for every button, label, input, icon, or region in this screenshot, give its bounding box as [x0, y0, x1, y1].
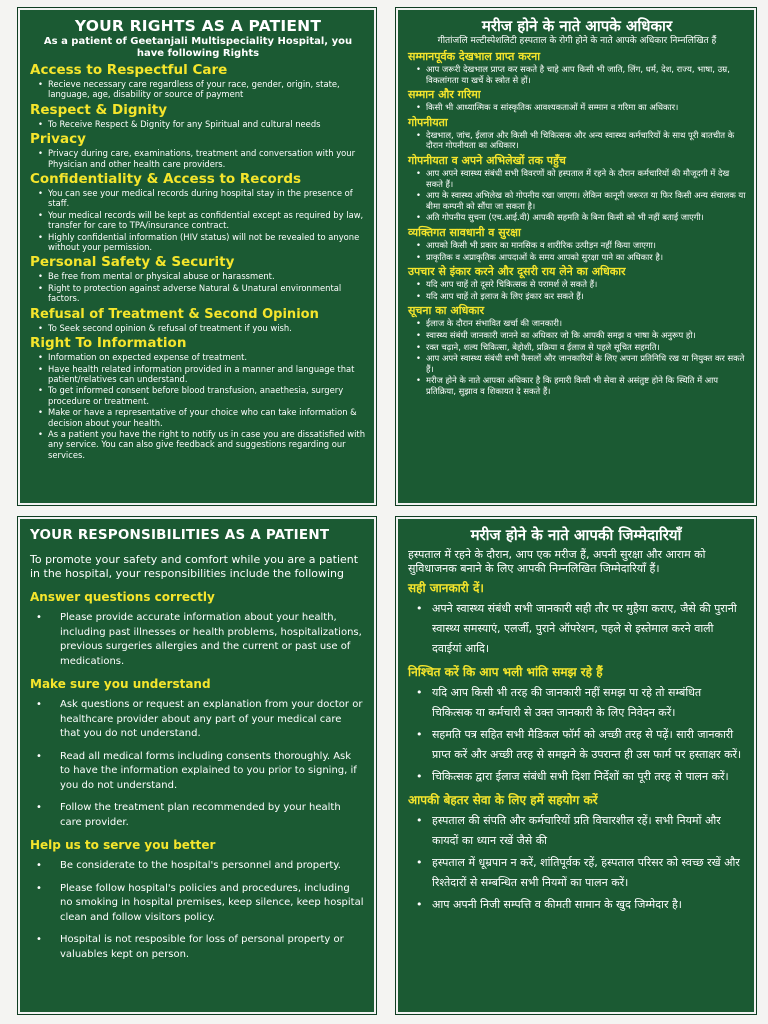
list-item: • Right to protection against adverse Natural & Unatural environmental factors.	[48, 283, 366, 304]
responsibilities-hindi-title: मरीज होने के नाते आपकी जिम्मेदारियाँ	[470, 526, 682, 544]
section-heading: आपकी बेहतर सेवा के लिए हमें सहयोग करें	[408, 793, 598, 807]
list-item: • To Receive Respect & Dignity for any Spiritual and cultural needs	[48, 119, 366, 129]
list-item: • Ask questions or request an explanation from your doctor or healthcare provider about any part of your medical care that you do not understand.	[60, 698, 364, 742]
section-heading: Personal Safety & Security	[30, 254, 235, 271]
list-item: • Your medical records will be kept as confidential except as required by law, transfer for care to TPA/insurance contract.	[48, 210, 366, 231]
section-heading: Confidentiality & Access to Records	[30, 171, 302, 188]
list-item: • Read all medical forms including consents thoroughly. Ask to have the information explained to you prior to signing, if you do not understand.	[60, 750, 364, 794]
section-heading: Respect & Dignity	[30, 101, 168, 118]
section-heading: व्यक्तिगत सावधानी व सुरक्षा	[408, 225, 521, 239]
list-item: • ईलाज के दौरान संभावित खर्चा की जानकारी।	[426, 318, 746, 329]
list-item: • आप अपने स्वास्थ्य संबंधी सभी फैसलों और जानकारियों के लिए अपना प्रतिनिधि रख या नियुक्त कर सकते हैं।	[426, 353, 746, 374]
list-item: • हस्पताल में धूम्रपान न करें, शांतिपूर्वक रहें, हस्पताल परिसर को स्वच्छ रखें और रिश्तेदारों से सम्बन्धित सभी नियमों का पालन करें।	[432, 853, 744, 893]
section-heading: उपचार से इंकार करने और दूसरी राय लेने का अधिकार	[408, 265, 626, 279]
section-heading: Help us to serve you better	[30, 838, 216, 852]
list-item: • To Seek second opinion & refusal of treatment if you wish.	[48, 323, 366, 333]
list-item: • To get informed consent before blood transfusion, anaethesia, surgery procedure or treatment.	[48, 385, 366, 406]
list-item: • सहमति पत्र सहित सभी मैडिकल फॉर्म को अच्छी तरह से पढ़ें। सारी जानकारी प्राप्त करें और अच्छी तरह से समझने के उपरान्त ही उस फार्म पर हस्ताक्षर करें।	[432, 725, 744, 765]
section-heading: सम्मान और गरिमा	[408, 88, 481, 102]
section-heading: Privacy	[30, 131, 86, 148]
rights-hindi-panel	[396, 8, 756, 505]
list-item: • देखभाल, जांच, ईलाज और किसी भी चिकित्सक और अन्य स्वास्थ्य कर्मचारियों के साथ पूरी बातचीत के दौरान गोपनीयता का अधिकार।	[426, 130, 746, 151]
list-item: • Make or have a representative of your choice who can take information & decision about your health.	[48, 407, 366, 428]
section-heading: Make sure you understand	[30, 677, 211, 691]
section-heading: गोपनीयता व अपने अभिलेखों तक पहुँच	[408, 153, 566, 167]
list-item: • आप के स्वास्थ्य अभिलेख को गोपनीय रखा जाएगा। लेकिन कानूनी जरूरत या फिर किसी अन्य संचालक या बीमा कम्पनी को सौंपा जा सकता है।	[426, 190, 746, 211]
section-heading: निश्चित करें कि आप भली भांति समझ रहे हैं	[408, 665, 603, 679]
list-item: • आप जरूरी देखभाल प्राप्त कर सकते है चाहे आप किसी भी जाति, लिंग, धर्म, देश, राज्य, भाषा, उम्र, विकलांगता या खर्चे के स्त्रोत से हों।	[426, 64, 746, 85]
rights-hindi-intro: गीतांजलि मल्टीस्पेशलिटी हस्पताल के रोगी होने के नाते आपके अधिकार निम्नलिखित हैं	[437, 36, 717, 46]
list-item: • As a patient you have the right to notify us in case you are dissatisfied with any service. You can also give feedback and suggestions regarding our services.	[48, 429, 366, 460]
list-item: • Highly confidential information (HIV status) will not be revealed to anyone without your permission.	[48, 232, 366, 253]
responsibilities-title: YOUR RESPONSIBILITIES AS A PATIENT	[30, 527, 330, 543]
list-item: • अति गोपनीय सुचना (एच.आई.वी) आपकी सहमति के बिना किसी को भी नहीं बताई जाएगी।	[426, 212, 746, 223]
list-item: • Privacy during care, examinations, treatment and conversation with your Physician and other health care providers.	[48, 148, 366, 169]
list-item: • Information on expected expense of treatment.	[48, 352, 366, 362]
section-heading: Answer questions correctly	[30, 590, 215, 604]
section-heading: सूचना का अधिकार	[408, 304, 485, 318]
list-item: • Follow the treatment plan recommended by your health care provider.	[60, 801, 364, 830]
list-item: • आपको किसी भी प्रकार का मानसिक व शारीरिक उत्पीड़न नहीं किया जाएगा।	[426, 240, 746, 251]
list-item: • Please provide accurate information about your health, including past illnesses or health problems, hospitalizations, previous surgeries allergies and the current or past use of medications.	[60, 611, 364, 669]
list-item: • Recieve necessary care regardless of your race, gender, origin, state, language, age, disability or source of payment	[48, 79, 366, 100]
list-item: • अपने स्वास्थ्य संबंधी सभी जानकारी सही तौर पर मुहैया कराए, जैसे की पुरानी स्वास्थ्य समस्याएं, एलर्जी, पुराने ऑपरेशन, पहले से इस्तेमाल करने वाली दवाईयां आदि।	[432, 599, 744, 659]
list-item: • स्वास्थ्य संबंधी जानकारी जानने का अधिकार जो कि आपकी समझ व भाषा के अनुरूप हो।	[426, 330, 746, 341]
list-item: • Have health related information provided in a manner and language that patient/relatives can understand.	[48, 364, 366, 385]
list-item: • प्राकृतिक व अप्राकृतिक आपदाओं के समय आपको सुरक्षा पाने का अधिकार है।	[426, 252, 746, 263]
list-item: • किसी भी आध्यात्मिक व सांस्कृतिक आवश्यकताओं में सम्मान व गरिमा का अधिकार।	[426, 102, 746, 113]
responsibilities-english-panel	[18, 517, 376, 1014]
list-item: • Please follow hospital's policies and procedures, including no smoking in hospital premises, keep silence, keep hospital clean and follow visitors policy.	[60, 882, 364, 926]
list-item: • Be free from mental or physical abuse or harassment.	[48, 271, 366, 281]
responsibilities-hindi-intro: हस्पताल में रहने के दौरान, आप एक मरीज हैं, अपनी सुरक्षा और आराम को सुविधाजनक बनाने के लिए आपकी निम्नलिखित जिम्मेदारियाँ हैं।	[408, 548, 706, 575]
rights-english-panel	[18, 8, 376, 505]
list-item: • मरीज होने के नाते आपका अधिकार है कि हमारी किसी भी सेवा से असंतुष्ट होने कि स्थिति में आप प्रतिक्रिया, सुझाव व शिकायत दे सकते हैं।	[426, 375, 746, 396]
section-heading: Right To Information	[30, 335, 187, 352]
list-item: • Hospital is not resposible for loss of personal property or valuables kept on person.	[60, 933, 364, 962]
rights-intro: As a patient of Geetanjali Multispeciality Hospital, you have following Rights	[43, 36, 353, 59]
list-item: • Be considerate to the hospital's personnel and property.	[60, 859, 364, 874]
rights-hindi-title: मरीज होने के नाते आपके अधिकार	[481, 17, 673, 35]
section-heading: Refusal of Treatment & Second Opinion	[30, 306, 319, 322]
rights-title: YOUR RIGHTS AS A PATIENT	[74, 17, 322, 35]
list-item: • यदि आप चाहें तो दूसरे चिकित्सक से परामर्श ले सकते हैं।	[426, 279, 746, 290]
list-item: • चिकित्सक द्वारा ईलाज संबंधी सभी दिशा निर्देशों का पूरी तरह से पालन करें।	[432, 767, 744, 787]
list-item: • हस्पताल की संपति और कर्मचारियों प्रति विचारशील रहें। सभी नियमों और कायदों का ध्यान रखें जैसे की	[432, 811, 744, 851]
list-item: • आप अपनी निजी सम्पत्ति व कीमती सामान के खुद जिम्मेदार है।	[432, 895, 744, 915]
section-heading: सही जानकारी दें।	[408, 581, 484, 595]
list-item: • रक्त चढ़ाने, शल्य चिकित्सा, बेहोशी, प्रक्रिया व ईलाज से पहले सूचित सहमति।	[426, 342, 746, 353]
section-heading: Access to Respectful Care	[30, 62, 228, 78]
section-heading: सम्मानपूर्वक देखभाल प्राप्त करना	[408, 50, 541, 63]
list-item: • You can see your medical records during hospital stay in the presence of staff.	[48, 188, 366, 209]
list-item: • यदि आप चाहें तो इलाज के लिए इंकार कर सकते हैं।	[426, 291, 746, 302]
section-heading: गोपनीयता	[408, 115, 448, 129]
list-item: • आप अपने स्वास्थ्य संबंधी सभी विवरणों को हस्पताल में रहने के दौरान कर्मचारियों की मौजूदगी में देख सकते हैं।	[426, 168, 746, 189]
list-item: • यदि आप किसी भी तरह की जानकारी नहीं समझ पा रहे तो सम्बंधित चिकित्सक या कर्मचारी से उक्त जानकारी के लिए निवेदन करें।	[432, 683, 744, 723]
responsibilities-hindi-panel	[396, 517, 756, 1014]
responsibilities-intro: To promote your safety and comfort while you are a patient in the hospital, your responsibilities include the following	[30, 553, 359, 580]
